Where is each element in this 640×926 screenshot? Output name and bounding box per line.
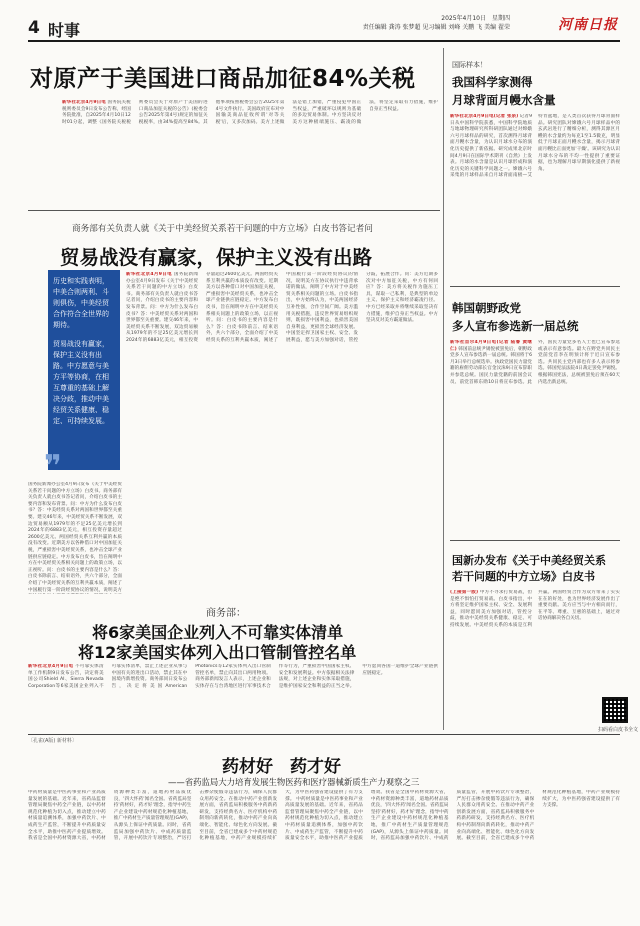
section-divider (28, 210, 440, 211)
whitepaper-headline-line2: 若干问题的中方立场》白皮书 (452, 570, 595, 583)
pullquote-1: 历史和实践表明，中美合则两利、斗则俱伤，中美经贸合作符合全世界的期待。 (53, 277, 109, 329)
trade-war-kicker: 商务部有关负责人就《关于中美经贸关系若干问题的中方立场》白皮书答记者问 (72, 224, 373, 234)
pullquote-2: 贸易战没有赢家，保护主义没有出路。中方愿意与美方平等协商，在相互尊重的基础上解决分歧，推动中美经贸关系健康、稳定、可持续发展。 (53, 340, 109, 425)
medicine-body: 中药材质量是中医药事业和产业高质量发展的基础。近年来，省药品监督管理局聚焦中药全产业链，以中药材规范化种植为切入点，推动建立中药材质量追溯体系，加强中药饮片、中成药生产监管，不断提升中药质量安全水平，助推中医药产业提质增效。我省是全国中药材资源大省，中药材资源种类丰富，道地药材品质优良，'四大怀药'闻名全国。省药监局坚持'药材好，药才好'理念，指导中药生产企业建设中药材规范化种植基地，推广中药材生产质量管理规范(GAP)，从源头上保证中药质量。同时，省药监局加强中药饮片、中成药质量监管，开展中药饮片专项整治，严厉打击掺杂使假等违法行为，确保人民群众用药安全。在推动中药产业创新发展方面，省药监局积极服务中药新药研发，支持经典名方、医疗机构中药制剂向新药转化，推动中药产业向高端化、智能化、绿色化方向发展。截至目前，全省已建成多个中药材规范化种植基地，中药产业规模持续扩大，为中医药强省建设提供了有力支撑。 (28, 790, 363, 842)
sanctions-headline-line1: 将6家美国企业列入不可靠实体清单 (92, 623, 344, 642)
trade-war-body-continued: 国务院新闻办公室4月9日发布《关于中美经贸关系若干问题的中方立场》白皮书。商务部有关负责人就白皮书答记者问，介绍白皮书的主要内容和发布背景。问：中方为什么发布白皮书？答：中美经贸关系对两国和世界都至关重要。建交46年来，中美经贸关系不断发展，双边贸易额从1979年的不足25亿美元增长到2024年的6883亿美元，相互投资存量超过2600亿美元。两国经贸关系互利共赢的本质没有改变。近期美方以各种借口对中国加征关税，严重损害中美经贸关系，也冲击全球产业链供应链稳定。中方发布白皮书，旨在阐明中方在中美经贸关系相关问题上的政策立场，以正视听。问：白皮书的主要内容是什么？答：白皮书除前言、结束语外，共六个部分，全面介绍了中美经贸关系的互利共赢本质，阐述了中国履行第一阶段经贸协议的情况，说明美方 (28, 482, 122, 593)
whitepaper-body: 中方不寻求打贸易战，但是绝不惧怕打贸易战。白皮书指出，中方将坚定维护国家主权、安全、发展利益，同时愿同美方加强对话，管控分歧，推动中美经贸关系健康、稳定、可持续发展。中美经贸关系的本质是互利共赢。两国经贸合作为双方带来了实实在在的好处，也为世界经济发展作出了重要贡献。美方应当与中方相向而行，在平等、尊重、互惠的基础上，通过对话协商解决各自关切。 (450, 590, 620, 628)
trade-war-intro: 新华社北京4月9日电 (126, 272, 173, 277)
korea-body: 韩国前总统尹锡悦被罢免后，朝野政党多人宣布参选新一届总统。韩国将于6月3日举行总统选举。执政党国民力量党籍的雇佣劳动部长官金汶洙9日宣布辞职并参选总统。国民力量党籍的前国会议员、前党首韩东勋10日将宣布参选。此外，国民力量党多名人士也已宣布参选或表示有意参选。最大在野党共同民主党前党首李在明预计将于近日宣布参选。共同民主党内部也有多人表示将参选。韩国宪法法院4日裁定罢免尹锡悦。根据韩国宪法，总统被罢免后须在60天内选出新总统。 (450, 340, 620, 385)
masthead (28, 12, 620, 42)
sanctions-article-body (28, 664, 438, 730)
korea-intro: 新华社首尔4月9日电(记者 陆睿 黄继仁) (450, 340, 532, 352)
science-kicker: 国际样本！ (452, 61, 487, 69)
trade-war-article-continued (28, 482, 122, 594)
lead-headline: 对原产于美国进口商品加征84%关税 (30, 66, 416, 92)
medicine-article-body (28, 790, 620, 920)
sanctions-intro: 新华社北京4月9日电 (28, 664, 74, 669)
qr-code[interactable] (602, 697, 628, 723)
band-left-label: 〔孔雀(A版) 新材料〕 (28, 738, 77, 744)
whitepaper-intro: (上接第一版) (450, 590, 479, 595)
editors-line: 责任编辑 龚涛 张梦超 见习编辑 刘峰 关鹏 飞 美编 翟荣 (362, 24, 510, 31)
date-line: 2025年4月10日 星期四 (441, 15, 510, 22)
section-divider (450, 286, 620, 287)
science-article-body (450, 114, 620, 274)
medicine-body-repeat: 中药材质量是中医药事业和产业高质量发展的基础。近年来，省药品监督管理局聚焦中药全产业链，以中药材规范化种植为切入点，推动建立中药材质量追溯体系，加强中药饮片、中成药生产监管，不断提升中药质量安全水平，助推中医药产业提质增效。我省是全国中药材资源大省，中药材资源种类丰富，道地药材品质优良，'四大怀药'闻名全国。省药监局坚持'药材好，药才好'理念，指导中药生产企业建设中药材规范化种植基地，推广中药材生产质量管理规范(GAP)，从源头上保证中药质量。同时，省药监局加强中药饮片、中成药质量监管，开展中药饮片专项整治，严厉打击掺杂使假等违法行为，确保人民群众用药安全。在推动中药产业创新发展方面，省药监局积极服务中药新药研发，支持经典名方、医疗机构中药制剂向新药转化，推动中药产业向高端化、智能化、绿色化方向发展。截至目前，全省已建成多个中药材规范化种植基地，中药产业规模持续扩大，为中医药强省建设提供了有力支撑。 (285, 790, 620, 842)
newspaper-logo: 河南日报 (558, 17, 618, 33)
sanctions-body: 不可靠实体清单工作机制9日发布公告，决定将美国公司Shield AI、Sierra Nevada Corporation等6家美国企业列入不可靠实体清单，禁止上述企业从事与中国有关的进出口活动，禁止其在中国境内新增投资。商务部同日发布公告，决定将美国American Photonics等12家实体列入出口管制管控名单，禁止向其出口两用物项。商务部新闻发言人表示，上述企业和实体存在与台湾地区进行军事技术合作等行为，严重损害中国国家主权、安全和发展利益。中方依据相关法律法规，对上述企业和实体采取措施，是维护国家安全和利益的正当之举。中方愿同各国一道维护全球产业链供应链稳定。 (28, 664, 438, 689)
trade-war-article-body (126, 272, 438, 494)
lead-intro: 新华社北京4月9日电 (62, 100, 106, 105)
science-headline-line2: 月球背面月幔水含量 (452, 93, 556, 107)
science-intro: 新华社北京4月9日电(记者 张泉) (450, 114, 519, 119)
lead-article-body (62, 100, 438, 204)
qr-code-label: 扫码看白皮书全文 (598, 727, 639, 733)
medicine-subheadline: ——省药监局大力培育发展生物医药和医疗器械新质生产力观察之三 (168, 777, 420, 787)
science-headline-line1: 我国科学家测得 (452, 75, 533, 89)
section-title: 时事 (48, 21, 81, 40)
whitepaper-article-body (450, 590, 620, 694)
pullquote-box (48, 270, 120, 470)
bottom-band (28, 734, 620, 746)
column-divider (443, 48, 444, 730)
page-number: 4 (28, 18, 40, 38)
trade-war-body: 国务院新闻办公室4月9日发布《关于中美经贸关系若干问题的中方立场》白皮书。商务部有关负责人就白皮书答记者问，介绍白皮书的主要内容和发布背景。问：中方为什么发布白皮书？答：中美经贸关系对两国和世界都至关重要。建交46年来，中美经贸关系不断发展，双边贸易额从1979年的不足25亿美元增长到2024年的6883亿美元，相互投资存量超过2600亿美元。两国经贸关系互利共赢的本质没有改变。近期美方以各种借口对中国加征关税，严重损害中美经贸关系，也冲击全球产业链供应链稳定。中方发布白皮书，旨在阐明中方在中美经贸关系相关问题上的政策立场，以正视听。问：白皮书的主要内容是什么？答：白皮书除前言、结束语外，共六个部分，全面介绍了中美经贸关系的互利共赢本质，阐述了中国履行第一阶段经贸协议的情况，说明美方在协议执行中违背承诺的做法，阐明了中方对于中美经贸关系相关问题的立场。白皮书指出，中方始终认为，中美两国经济互补性强，合作空间广阔。美方滥用关税措施，违反世界贸易组织规则，既损害中国利益，也损害美国自身利益，更损害全球经济发展。中国坚定捍卫国家主权、安全、发展利益，愿与美方加强对话，管控分歧，拓展合作。问：美方近期多次对中方加征关税，中方有何回应？答：美方将关税作为施压工具，谋取一己私利，是典型的单边主义、保护主义和经济霸凌行径。中方已经采取并将继续采取坚决有力措施，维护自身正当权益。中方坚决反对美方霸道做法。 (126, 272, 438, 343)
korea-headline-line2: 多人宣布参选新一届总统 (452, 319, 579, 333)
trade-war-headline: 贸易战没有赢家，保护主义没有出路 (60, 246, 373, 269)
whitepaper-headline-line1: 国新办发布《关于中美经贸关系 (452, 554, 606, 567)
lead-body: 国务院关税税则委员会9日发布公告称，经国务院批准，自2025年4月10日12时01分起，调整《国务院关税税则委员会关于对原产于美国的进口商品加征关税的公告》(税委会公告2025年第4号)规定的加征关税税率，由34%提高至84%。其他事项按照税委会公告2025年第4号文件执行。美国政府宣布对中国输美商品征收所谓'对等关税'后，又多次加码。美方上述做法是错上加错，严重侵犯中国正当权益，严重破坏以规则为基础的多边贸易体制。中方坚决反对美方这种极端施压、霸凌的做法，将坚定采取有力措施，维护自身正当权益。 (62, 100, 438, 125)
korea-article-body (450, 340, 620, 532)
medicine-headline: 药材好 药才好 (222, 757, 341, 777)
science-body: 记者9日从中国科学院获悉，中国科学院地质与地球物理研究所科研团队通过对嫦娥六号月球样品的研究，首次测得月球背面月幔水含量，为认识月球水分布的演化历史提供了新依据。研究成果北京时间4月9日在国际学术期刊《自然》上发表。月球的水含量是认识月球形成和演化历史的关键科学问题之一。嫦娥六号采集的月球样品来自月球背面南极—艾特肯盆地，是人类首次获得月球背面样品。研究团队对嫦娥六号月球样品中的玄武岩进行了精细分析，测得其源区月幔的水含量约为每克1至1.5微克，明显低于月球正面月幔水含量，揭示月球背面月幔比正面更加'干燥'。该研究为认识月球水分布的不均一性提供了重要证据，也为理解月球早期演化提供了新视角。 (450, 114, 620, 179)
quote-mark-icon: ❞ (44, 449, 62, 484)
date-and-editors (363, 14, 510, 32)
korea-headline-line1: 韩国朝野政党 (452, 301, 521, 315)
sanctions-kicker: 商务部： (206, 608, 246, 619)
sanctions-headline-line2: 将12家美国实体列入出口管制管控名单 (78, 643, 357, 662)
section-divider (450, 540, 620, 541)
